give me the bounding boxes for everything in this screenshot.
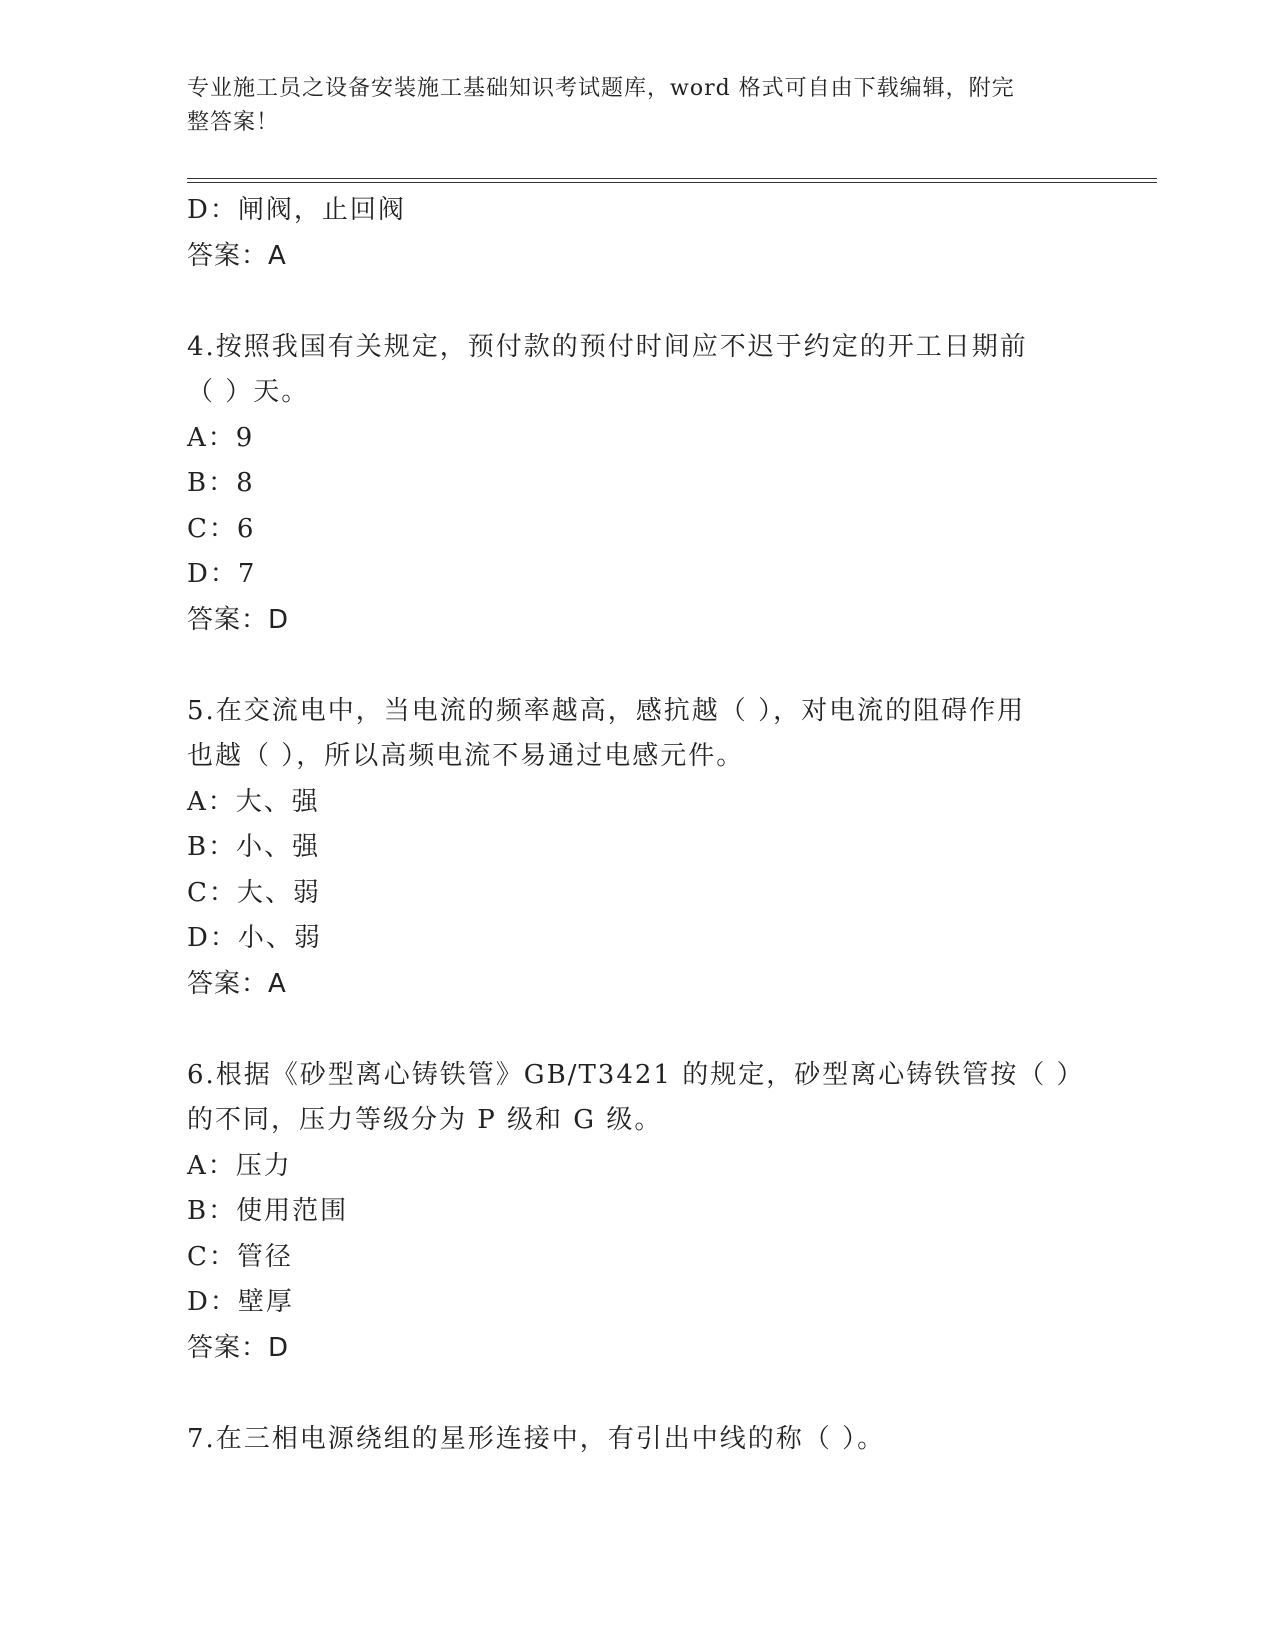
header-line-1: 专业施工员之设备安装施工基础知识考试题库，word 格式可自由下载编辑，附完 [187,76,1015,101]
spacer [187,643,1087,689]
question-7 [187,1417,1087,1463]
option-d: D：闸阀，止回阀 [187,195,406,225]
option-d: D：壁厚 [187,1287,294,1317]
header-line-2: 整答案！ [187,110,280,135]
spacer [187,1371,1087,1417]
question-stem-continued: 的不同，压力等级分为 P 级和 G 级。 [187,1105,663,1135]
option-a: A：9 [187,422,255,453]
option-b: B：使用范围 [187,1196,349,1226]
option-a: A：压力 [187,1150,292,1181]
question-stem: 5.在交流电中，当电流的频率越高，感抗越（ ），对电流的阻碍作用 [187,695,1026,726]
option-b: B：小、强 [187,832,321,862]
question-stem-continued: 也越（ ），所以高频电流不易通过电感元件。 [187,741,745,771]
question-stem: 4.按照我国有关规定，预付款的预付时间应不迟于约定的开工日期前 [187,331,1028,362]
question-list [187,188,1087,1462]
option-d: D：7 [187,559,257,589]
option-b: B：8 [187,468,255,498]
option-c: C：大、弱 [187,877,321,908]
header-divider-top [187,178,1157,179]
answer: 答案：A [187,968,287,999]
option-c: C：管径 [187,1241,293,1272]
answer: 答案：A [187,240,287,271]
header-divider-bottom [187,182,1157,183]
option-d: D：小、弱 [187,923,322,953]
question-stem: 7.在三相电源绕组的星形连接中，有引出中线的称（ ）。 [187,1423,886,1454]
question-5 [187,689,1087,1008]
option-a: A：大、强 [187,786,320,817]
spacer [187,279,1087,325]
question-stem: 6.根据《砂型离心铸铁管》GB/T3421 的规定，砂型离心铸铁管按（ ） [187,1059,1085,1090]
spacer [187,1007,1087,1053]
question-6 [187,1053,1087,1372]
document-header [187,72,1067,140]
answer: 答案：D [187,604,290,635]
question-3-tail [187,188,1087,279]
question-4 [187,325,1087,644]
option-c: C：6 [187,513,256,544]
question-stem-continued: （ ）天。 [187,377,310,407]
answer: 答案：D [187,1332,290,1363]
